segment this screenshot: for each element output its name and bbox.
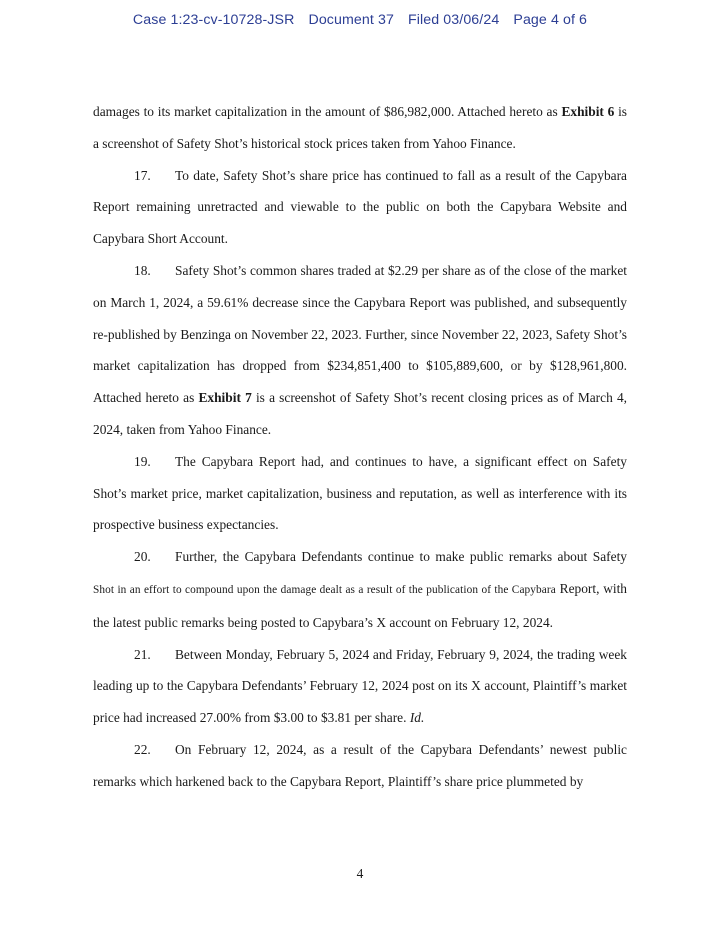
filed-date: Filed 03/06/24	[408, 12, 500, 28]
paragraph-number: 19.	[134, 453, 151, 469]
paragraph-number: 20.	[134, 549, 151, 565]
exhibit-7-ref: Exhibit 7	[198, 390, 252, 406]
document-body	[93, 96, 627, 798]
paragraph-19: 19. The Capybara Report had, and continues to have, a significant effect on Safety Shot’s market price, market capitalization, business and reputation, as well as interference with its prospective business expectancies.	[93, 446, 627, 541]
paragraph-number: 17.	[134, 167, 151, 183]
paragraph-21: 21. Between Monday, February 5, 2024 and Friday, February 9, 2024, the trading week leading up to the Capybara Defendants’ February 12, 2024 post on its X account, Plaintiff’s market price had increased 27.00% from $3.00 to $3.81 per share. Id.	[93, 639, 627, 734]
id-citation: Id.	[409, 710, 425, 726]
paragraph-22: 22. On February 12, 2024, as a result of the Capybara Defendants’ newest public remarks which harkened back to the Capybara Report, Plaintiff’s share price plummeted by	[93, 734, 627, 798]
case-header	[0, 12, 720, 28]
continuation-paragraph: damages to its market capitalization in the amount of $86,982,000. Attached hereto as Exhibit 6 is a screenshot of Safety Shot’s historical stock prices taken from Yahoo Finance.	[93, 104, 628, 151]
paragraph-17: 17. To date, Safety Shot’s share price has continued to fall as a result of the Capybara Report remaining unretracted and viewable to the public on both the Capybara Website and Capybara Short Account.	[93, 160, 627, 255]
page-indicator: Page 4 of 6	[513, 12, 588, 28]
paragraph-18: 18. Safety Shot’s common shares traded at $2.29 per share as of the close of the market on March 1, 2024, a 59.61% decrease since the Capybara Report was published, and subsequently re-published by Benzinga on November 22, 2023. Further, since November 22, 2023, Safety Shot’s market capitalization has dropped from $234,851,400 to $105,889,600, or by $128,961,800. Attached hereto as Exhibit 7 is a screenshot of Safety Shot’s recent closing prices as of March 4, 2024, taken from Yahoo Finance.	[93, 255, 627, 446]
exhibit-6-ref: Exhibit 6	[561, 104, 615, 119]
document-number: Document 37	[308, 12, 394, 28]
paragraph-20: 20. Further, the Capybara Defendants continue to make public remarks about Safety Shot in an effort to compound upon the damage dealt as a result of the publication of the Capybara Report, with the latest public remarks being posted to Capybara’s X account on February 12, 2024.	[93, 541, 627, 638]
case-number: Case 1:23-cv-10728-JSR	[132, 12, 295, 28]
page-number: 4	[356, 866, 364, 881]
paragraph-number: 18.	[134, 262, 151, 278]
paragraph-number: 22.	[134, 741, 151, 757]
paragraph-number: 21.	[134, 646, 151, 662]
